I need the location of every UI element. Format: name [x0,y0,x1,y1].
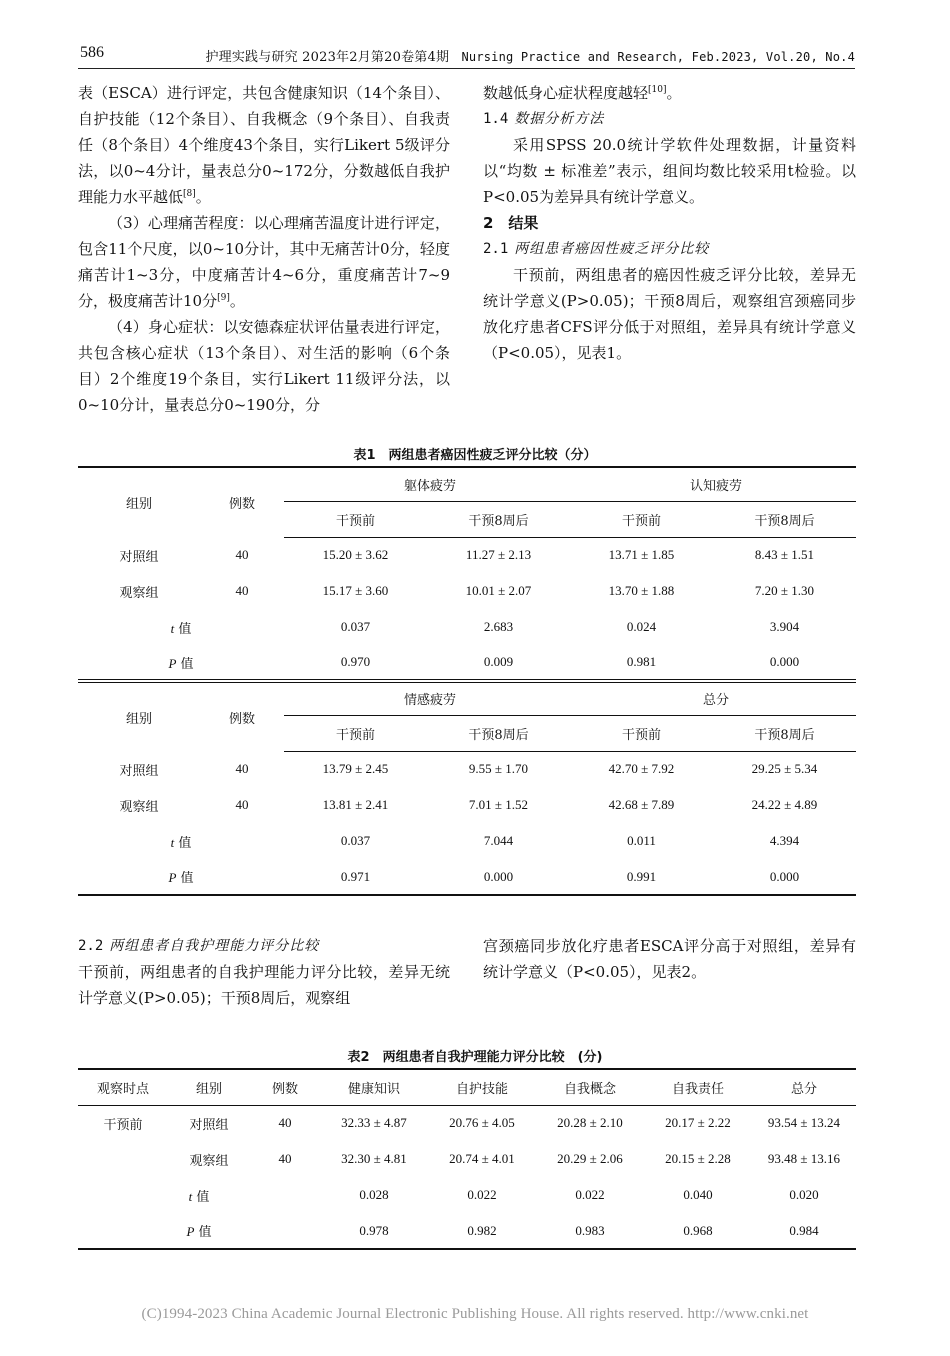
paragraph-continued: 数越低身心症状程度越轻[10]。 [483,84,682,102]
value-cell: 20.74 ± 4.01 [449,1151,515,1166]
p-symbol: P [186,1224,195,1239]
label-cell [78,1141,168,1177]
value-cell: 20.28 ± 2.10 [557,1115,623,1131]
right-column [483,80,856,366]
n-cell: 40 [235,761,249,776]
journal-en: Nursing Practice and Research, Feb.2023, Vol.20, No.4 [461,50,855,64]
t-label [78,609,284,645]
t-label [78,823,284,859]
p-label [78,859,284,895]
t-value: 0.028 [359,1187,389,1202]
left-column [78,80,450,418]
group-cell: 观察组 [119,585,159,601]
value-cell: 93.54 ± 13.24 [767,1115,841,1131]
post-header: 干预8周后 [713,715,856,751]
citation-8[interactable]: [8] [183,189,196,199]
paragraph-esca: 表（ESCA）进行评定，共包含健康知识（14个条目）、自护技能（12个条目）、自我概念（9个条目）、自我责任（8个条目）4个维度43个条目，实行Likert 5级评分法，以0~4分计，量表总分0~172分，分数越低自我护理能力水平越低[8]。 [78,84,450,206]
value-cell: 15.20 ± 3.62 [322,547,389,563]
col-n-header: 例数 [200,467,284,537]
t-value: 4.394 [769,833,800,848]
table-row [78,751,856,787]
p-row [78,859,856,895]
group-cell: 观察组 [119,799,159,815]
table2 [78,1068,856,1250]
value-cell: 24.22 ± 4.89 [751,797,818,812]
journal-info [205,46,855,65]
table2-header-cell: 自我责任 [644,1069,752,1105]
post-header: 干预8周后 [713,501,856,537]
table2-caption: 表2 两组患者自我护理能力评分比较 (分) [347,1050,603,1065]
p-value: 0.000 [713,859,856,895]
p-value: 0.000 [427,859,570,895]
value-cell: 32.30 ± 4.81 [341,1151,407,1166]
value-cell: 7.01 ± 1.52 [468,797,529,812]
copyright-footer: (C)1994-2023 China Academic Journal Electronic Publishing House. All rights reserved. http://www.cnki.net [141,1306,809,1322]
value-cell: 29.25 ± 5.34 [751,761,818,777]
section-2-2-heading: 2.2 两组患者自我护理能力评分比较 [78,938,320,954]
dimension-header: 躯体疲劳 [284,467,570,501]
p-value: 0.000 [769,654,800,669]
p-suffix: 值 [176,656,194,672]
col-group-header: 组别 [78,467,200,537]
value-cell: 9.55 ± 1.70 [468,761,529,777]
value-cell: 20.76 ± 4.05 [449,1115,515,1131]
t-row [78,1177,856,1213]
t-value: 0.040 [683,1187,713,1202]
n-cell: 40 [235,797,249,812]
table2-header-cell: 组别 [168,1069,250,1105]
table-row [78,573,856,609]
table-row [78,537,856,573]
group-cell: 对照组 [119,549,159,565]
p-suffix: 值 [194,1225,212,1240]
p-value: 0.968 [644,1213,752,1249]
p-symbol: P [168,870,177,885]
t-symbol: t [170,834,175,850]
value-cell: 42.70 ± 7.92 [608,761,675,777]
p-value: 0.978 [320,1213,428,1249]
t-value: 0.037 [340,833,371,848]
citation-9[interactable]: [9] [217,293,230,303]
journal-cn: 护理实践与研究 2023年2月第20卷第4期 [205,50,450,65]
value-cell: 13.70 ± 1.88 [608,583,675,598]
value-cell: 8.43 ± 1.51 [754,547,815,563]
n-cell: 40 [235,547,249,562]
t-suffix: 值 [192,1189,210,1205]
t-row [78,609,856,645]
table2-header-cell: 自我概念 [536,1069,644,1105]
p-value: 0.981 [626,654,657,669]
section-2-2-text-right: 宫颈癌同步放化疗患者ESCA评分高于对照组，差异有统计学意义（P<0.05），见表2。 [483,937,856,981]
value-cell: 40 [278,1115,292,1131]
page-number: 586 [80,44,104,61]
value-cell: 20.29 ± 2.06 [557,1151,623,1166]
pre-header: 干预前 [570,501,713,537]
pre-header: 干预前 [284,501,427,537]
value-cell: 13.81 ± 2.41 [322,797,389,812]
group-cell: 对照组 [119,763,159,779]
t-value: 2.683 [483,619,514,634]
t-label [78,1177,320,1213]
table2-header-cell: 总分 [752,1069,856,1105]
t-value: 7.044 [483,833,514,848]
table1 [78,466,856,896]
table-row [78,1141,856,1177]
p-value: 0.971 [284,859,427,895]
p-label [78,1213,320,1249]
value-cell: 40 [278,1151,292,1166]
p-value: 0.009 [483,654,514,669]
p-value: 0.991 [570,859,713,895]
dimension-header: 总分 [570,681,856,715]
col-group-header: 组别 [78,681,200,751]
t-row [78,823,856,859]
value-cell: 7.20 ± 1.30 [754,583,815,598]
section-2-1-heading: 2.1 两组患者癌因性疲乏评分比较 [483,241,710,257]
value-cell: 20.17 ± 2.22 [665,1115,731,1131]
p-symbol: P [168,655,177,671]
running-header [78,40,855,69]
t-value: 0.022 [467,1187,497,1202]
value-cell: 32.33 ± 4.87 [341,1115,407,1131]
t-value: 3.904 [769,619,800,634]
section-1-4-heading: 1.4 数据分析方法 [483,111,605,127]
t-suffix: 值 [174,835,192,851]
pre-header: 干预前 [570,715,713,751]
paragraph-distress: （3）心理痛苦程度：以心理痛苦温度计进行评定，包含11个尺度，以0~10分计，其中无痛苦计0分，轻度痛苦计1~3分，中度痛苦计4~6分，重度痛苦计7~9分，极度痛苦计10分[9]。 [78,214,450,310]
p-label [78,645,284,681]
value-cell: 20.15 ± 2.28 [665,1151,731,1166]
citation-10[interactable]: [10] [648,85,667,95]
table2-header-cell: 观察时点 [78,1069,168,1105]
section-2-2-left [78,933,450,1011]
p-row [78,1213,856,1249]
p-value: 0.982 [428,1213,536,1249]
value-cell: 11.27 ± 2.13 [465,547,532,563]
paragraph-symptoms: （4）身心症状：以安德森症状评估量表进行评定，共包含核心症状（13个条目）、对生活的影响（6个条目）2个维度19个条目，实行Likert 11级评分法，以0~10分计，量表总分0~190分，分 [78,318,450,414]
value-cell: 93.48 ± 13.16 [767,1151,841,1166]
col-n-header: 例数 [200,681,284,751]
section-1-4-text: 采用SPSS 20.0统计学软件处理数据，计量资料以“均数 ± 标准差”表示，组间均数比较采用t检验。以P<0.05为差异具有统计学意义。 [483,136,856,206]
section-2-1-text: 干预前，两组患者的癌因性疲乏评分比较，差异无统计学意义(P>0.05)；干预8周后，观察组宫颈癌同步放化疗患者CFS评分低于对照组，差异具有统计学意义（P<0.05），见表1。 [483,266,856,362]
value-cell: 42.68 ± 7.89 [608,797,675,812]
t-value: 0.037 [340,619,371,634]
t-value: 0.011 [627,833,656,848]
section-2-2-right [483,933,856,985]
t-value: 0.022 [575,1187,605,1202]
value-cell: 10.01 ± 2.07 [465,583,532,598]
label-cell: 对照组 [189,1117,229,1133]
label-cell: 观察组 [189,1153,229,1169]
t-symbol: t [188,1188,193,1204]
p-value: 0.983 [536,1213,644,1249]
section-2-2-text-left: 干预前，两组患者的自我护理能力评分比较，差异无统计学意义(P>0.05)；干预8周后，观察组 [78,963,450,1007]
p-suffix: 值 [176,871,194,886]
table-row [78,787,856,823]
value-cell: 15.17 ± 3.60 [322,583,389,598]
post-header: 干预8周后 [427,715,570,751]
table2-header-row [78,1069,856,1105]
table1-header-row [78,681,856,715]
table-row [78,1105,856,1141]
pre-header: 干预前 [284,715,427,751]
t-suffix: 值 [174,621,192,637]
value-cell: 13.71 ± 1.85 [608,547,675,563]
t-value: 0.024 [626,619,657,634]
table1-caption: 表1 两组患者癌因性疲乏评分比较（分） [353,448,597,463]
dimension-header: 认知疲劳 [570,467,856,501]
t-symbol: t [170,620,175,636]
p-row [78,645,856,681]
table2-header-cell: 自护技能 [428,1069,536,1105]
table2-header-cell: 例数 [250,1069,320,1105]
table2-header-cell: 健康知识 [320,1069,428,1105]
t-value: 0.020 [789,1187,819,1202]
n-cell: 40 [235,583,249,598]
post-header: 干预8周后 [427,501,570,537]
p-value: 0.970 [340,654,371,669]
section-2-heading: 2 结果 [483,214,539,232]
value-cell: 13.79 ± 2.45 [322,761,389,777]
dimension-header: 情感疲劳 [284,681,570,715]
p-value: 0.984 [752,1213,856,1249]
table1-header-row [78,467,856,501]
label-cell: 干预前 [103,1117,143,1133]
